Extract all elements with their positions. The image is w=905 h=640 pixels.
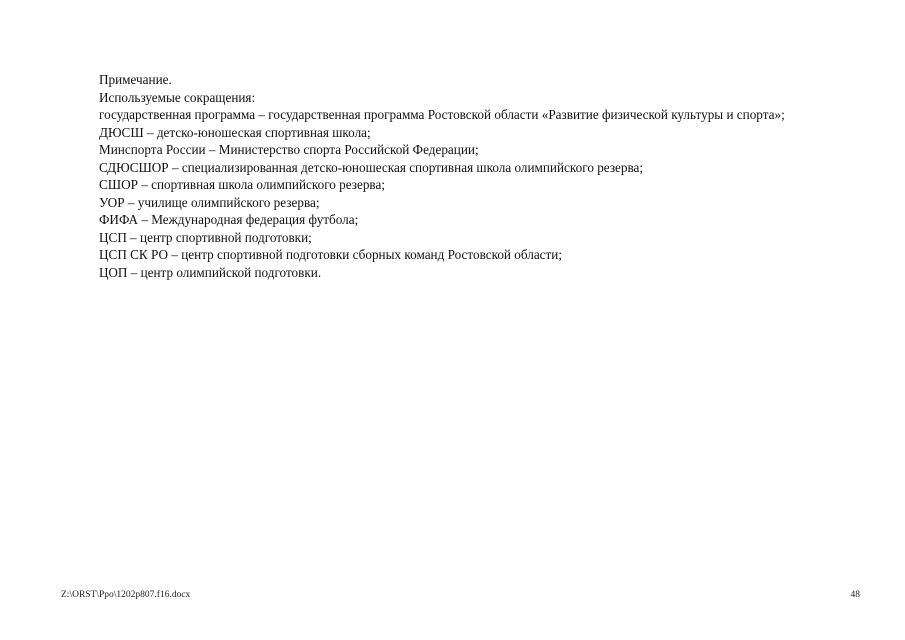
abbreviation-item: ЦОП – центр олимпийской подготовки. (99, 264, 322, 280)
abbreviation-item: ЦСП – центр спортивной подготовки; (99, 229, 312, 245)
abbreviations-note (61, 71, 860, 281)
note-heading: Примечание. (99, 72, 172, 87)
abbreviation-item: УОР – училище олимпийского резерва; (99, 194, 320, 210)
abbreviation-item: ЦСП СК РО – центр спортивной подготовки сборных команд Ростовской области; (99, 247, 563, 262)
note-intro: Используемые сокращения: (99, 89, 256, 105)
abbreviation-item: СДЮСШОР – специализированная детско-юношеская спортивная школа олимпийского резерва; (99, 159, 644, 175)
abbreviation-item: ФИФА – Международная федерация футбола; (99, 212, 359, 227)
abbreviation-item: Минспорта России – Министерство спорта Российской Федерации; (99, 142, 479, 157)
page-number: 48 (850, 590, 860, 600)
abbreviation-item: государственная программа – государственная программа Ростовской области «Развитие физической культуры и спорта»; (99, 107, 785, 122)
abbreviation-item: СШОР – спортивная школа олимпийского резерва; (99, 177, 385, 192)
abbreviation-item: ДЮСШ – детско-юношеская спортивная школа; (99, 124, 371, 140)
file-path: Z:\ORST\Ppo\1202p807.f16.docx (61, 590, 191, 600)
